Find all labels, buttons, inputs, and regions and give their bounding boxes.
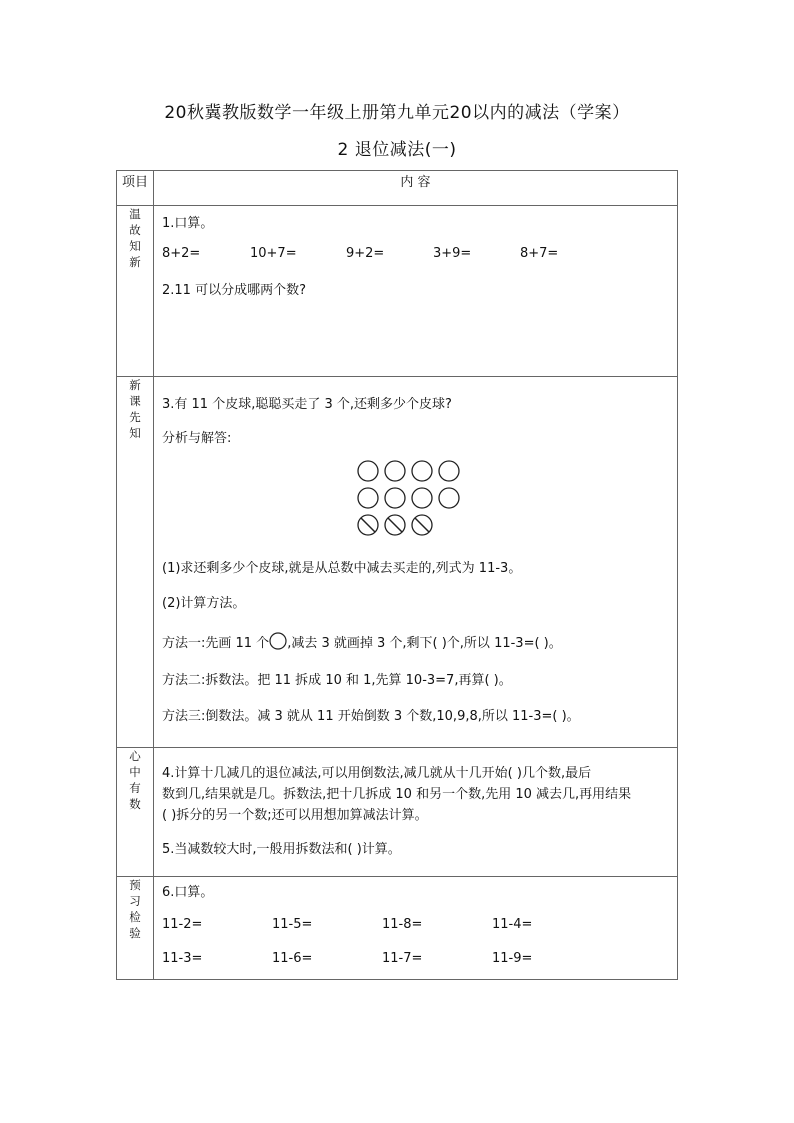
method-3: 方法三:倒数法。减 3 就从 11 开始倒数 3 个数,10,9,8,所以 11-3=( )。 bbox=[162, 709, 580, 724]
question-3: 3.有 11 个皮球,聪聪买走了 3 个,还剩多少个皮球? bbox=[162, 397, 452, 412]
section-new-lesson bbox=[117, 377, 678, 748]
worksheet-table bbox=[116, 170, 678, 980]
question-1: 1.口算。 bbox=[162, 216, 214, 231]
ball-circles-figure bbox=[356, 459, 466, 541]
section-label-preview: 预习检验 bbox=[129, 878, 141, 940]
exercise: 9+2= bbox=[346, 246, 385, 261]
header-project: 项目 bbox=[117, 171, 154, 206]
question-4-line-1: 4.计算十几减几的退位减法,可以用倒数法,减几就从十几开始( )几个数,最后 bbox=[162, 766, 592, 781]
exercise: 11-2= bbox=[162, 917, 203, 932]
circle-icon bbox=[269, 632, 287, 650]
ball-circle bbox=[385, 488, 405, 508]
question-4-line-3: ( )拆分的另一个数;还可以用想加算减法计算。 bbox=[162, 808, 428, 823]
method-1: 方法一:先画 11 个 ,减去 3 就画掉 3 个,剩下( )个,所以 11-3=( )。 bbox=[162, 632, 562, 651]
cross-out-mark bbox=[388, 518, 402, 532]
cross-out-mark bbox=[415, 518, 429, 532]
ball-circle bbox=[412, 488, 432, 508]
exercise: 11-8= bbox=[382, 917, 423, 932]
exercise: 11-6= bbox=[272, 951, 313, 966]
question-6: 6.口算。 bbox=[162, 885, 214, 900]
section-label-summary: 心中有数 bbox=[129, 749, 141, 811]
section-label-review: 温故知新 bbox=[129, 207, 141, 269]
exercise: 11-3= bbox=[162, 951, 203, 966]
section-label-new-lesson: 新课先知 bbox=[129, 378, 141, 440]
exercise: 11-5= bbox=[272, 917, 313, 932]
ball-circle bbox=[385, 461, 405, 481]
method-2: 方法二:拆数法。把 11 拆成 10 和 1,先算 10-3=7,再算( )。 bbox=[162, 673, 512, 688]
exercise: 3+9= bbox=[433, 246, 472, 261]
section-summary bbox=[117, 748, 678, 877]
exercise: 11-7= bbox=[382, 951, 423, 966]
exercise: 10+7= bbox=[250, 246, 297, 261]
question-5: 5.当减数较大时,一般用拆数法和( )计算。 bbox=[162, 842, 401, 857]
page-title: 20秋冀教版数学一年级上册第九单元20以内的减法（学案） bbox=[164, 103, 630, 123]
ball-circle bbox=[358, 488, 378, 508]
lesson-subtitle: 2 退位减法(一) bbox=[337, 140, 457, 160]
analysis-label: 分析与解答: bbox=[162, 431, 232, 446]
cross-out-mark bbox=[361, 518, 375, 532]
question-4-line-2: 数到几,结果就是几。拆数法,把十几拆成 10 和另一个数,先用 10 减去几,再用结果 bbox=[162, 787, 632, 802]
table-header-row bbox=[117, 171, 678, 206]
section-review bbox=[117, 206, 678, 377]
question-2: 2.11 可以分成哪两个数? bbox=[162, 283, 306, 298]
section-preview-check bbox=[117, 877, 678, 980]
ball-circle bbox=[439, 488, 459, 508]
exercise: 11-9= bbox=[492, 951, 533, 966]
exercise: 8+7= bbox=[520, 246, 559, 261]
header-content: 内 容 bbox=[154, 171, 678, 206]
exercise: 11-4= bbox=[492, 917, 533, 932]
ball-circle bbox=[412, 461, 432, 481]
step-2-text: (2)计算方法。 bbox=[162, 596, 246, 611]
exercise: 8+2= bbox=[162, 246, 201, 261]
ball-circle bbox=[358, 461, 378, 481]
ball-circle bbox=[439, 461, 459, 481]
step-1-text: (1)求还剩多少个皮球,就是从总数中减去买走的,列式为 11-3。 bbox=[162, 561, 522, 576]
